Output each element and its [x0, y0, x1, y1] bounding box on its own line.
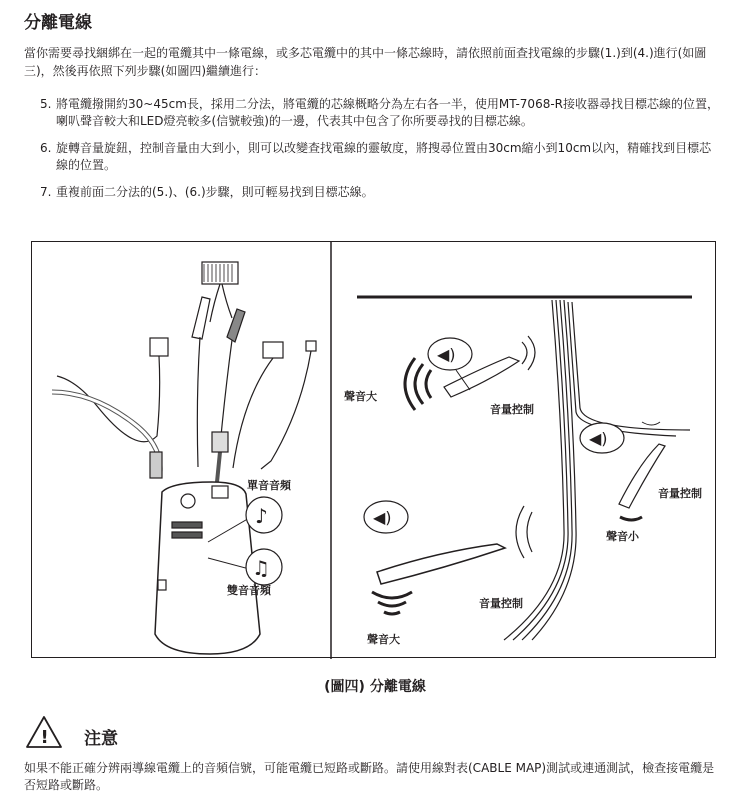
warning-triangle-icon	[24, 714, 64, 750]
cable-bundle-illustration	[357, 297, 692, 640]
step-number: 5.	[40, 97, 52, 111]
step-item	[40, 96, 720, 130]
single-note-icon: ♪	[255, 504, 268, 528]
figure-illustration	[32, 242, 717, 659]
dual-tone-label: 雙音音頻	[227, 584, 271, 597]
step-text: 重複前面二分法的(5.)、(6.)步驟，則可輕易找到目標芯線。	[56, 185, 374, 199]
sound-waves-loud-bottom	[372, 592, 412, 614]
receiver-probe-bottom	[377, 544, 505, 584]
svg-text:◀): ◀)	[437, 345, 456, 364]
step-item	[40, 140, 720, 174]
notice-text: 如果不能正確分辨兩導線電纜上的音頻信號，可能電纜已短路或斷路。請使用線對表(CABLE MAP)測試或連通測試，檢查接電纜是否短路或斷路。	[24, 761, 715, 792]
double-note-icon: ♫	[252, 556, 270, 580]
step-item	[40, 184, 720, 201]
svg-text:!: !	[40, 727, 49, 748]
svg-text:◀): ◀)	[373, 508, 392, 527]
steps-list	[40, 96, 720, 211]
volume-control-label-top: 音量控制	[490, 403, 534, 416]
notice-title: 注意	[84, 729, 118, 749]
tone-generator-illustration	[52, 262, 316, 654]
figure-4	[31, 241, 716, 658]
figure-caption: (圖四) 分離電線	[324, 679, 426, 695]
svg-text:◀): ◀)	[589, 429, 608, 448]
step-number: 7.	[40, 185, 52, 199]
loud-label-bottom: 聲音大	[367, 633, 400, 646]
step-number: 6.	[40, 141, 52, 155]
rj-connector-left	[150, 338, 168, 356]
sound-waves-loud-top	[405, 358, 431, 410]
rj-connector-right	[263, 342, 283, 358]
volume-control-label-right: 音量控制	[658, 487, 702, 500]
page-title: 分離電線	[24, 13, 92, 33]
step-text: 旋轉音量旋鈕，控制音量由大到小，則可以改變查找電線的靈敏度，將搜尋位置由30cm縮小到10cm以內，精確找到目標芯線的位置。	[56, 141, 712, 172]
sound-waves-quiet	[620, 517, 642, 520]
volume-control-label-bottom: 音量控制	[479, 597, 523, 610]
step-text: 將電纜撥開約30~45cm長，採用二分法，將電纜的芯線概略分為左右各一半，使用MT-7068-R接收器尋找目標芯線的位置，喇叭聲音較大和LED燈亮較多(信號較強)的一邊，代表其中包含了你所要尋找的目標芯線。	[56, 97, 720, 128]
loud-label-top: 聲音大	[344, 390, 377, 403]
quiet-label: 聲音小	[606, 530, 639, 543]
single-tone-label: 單音音頻	[247, 479, 291, 492]
intro-paragraph: 當你需要尋找綑綁在一起的電纜其中一條電線，或多芯電纜中的其中一條芯線時，請依照前面查找電線的步驟(1.)到(4.)進行(如圖三)，然後再依照下列步驟(如圖四)繼續進行：	[24, 46, 707, 78]
